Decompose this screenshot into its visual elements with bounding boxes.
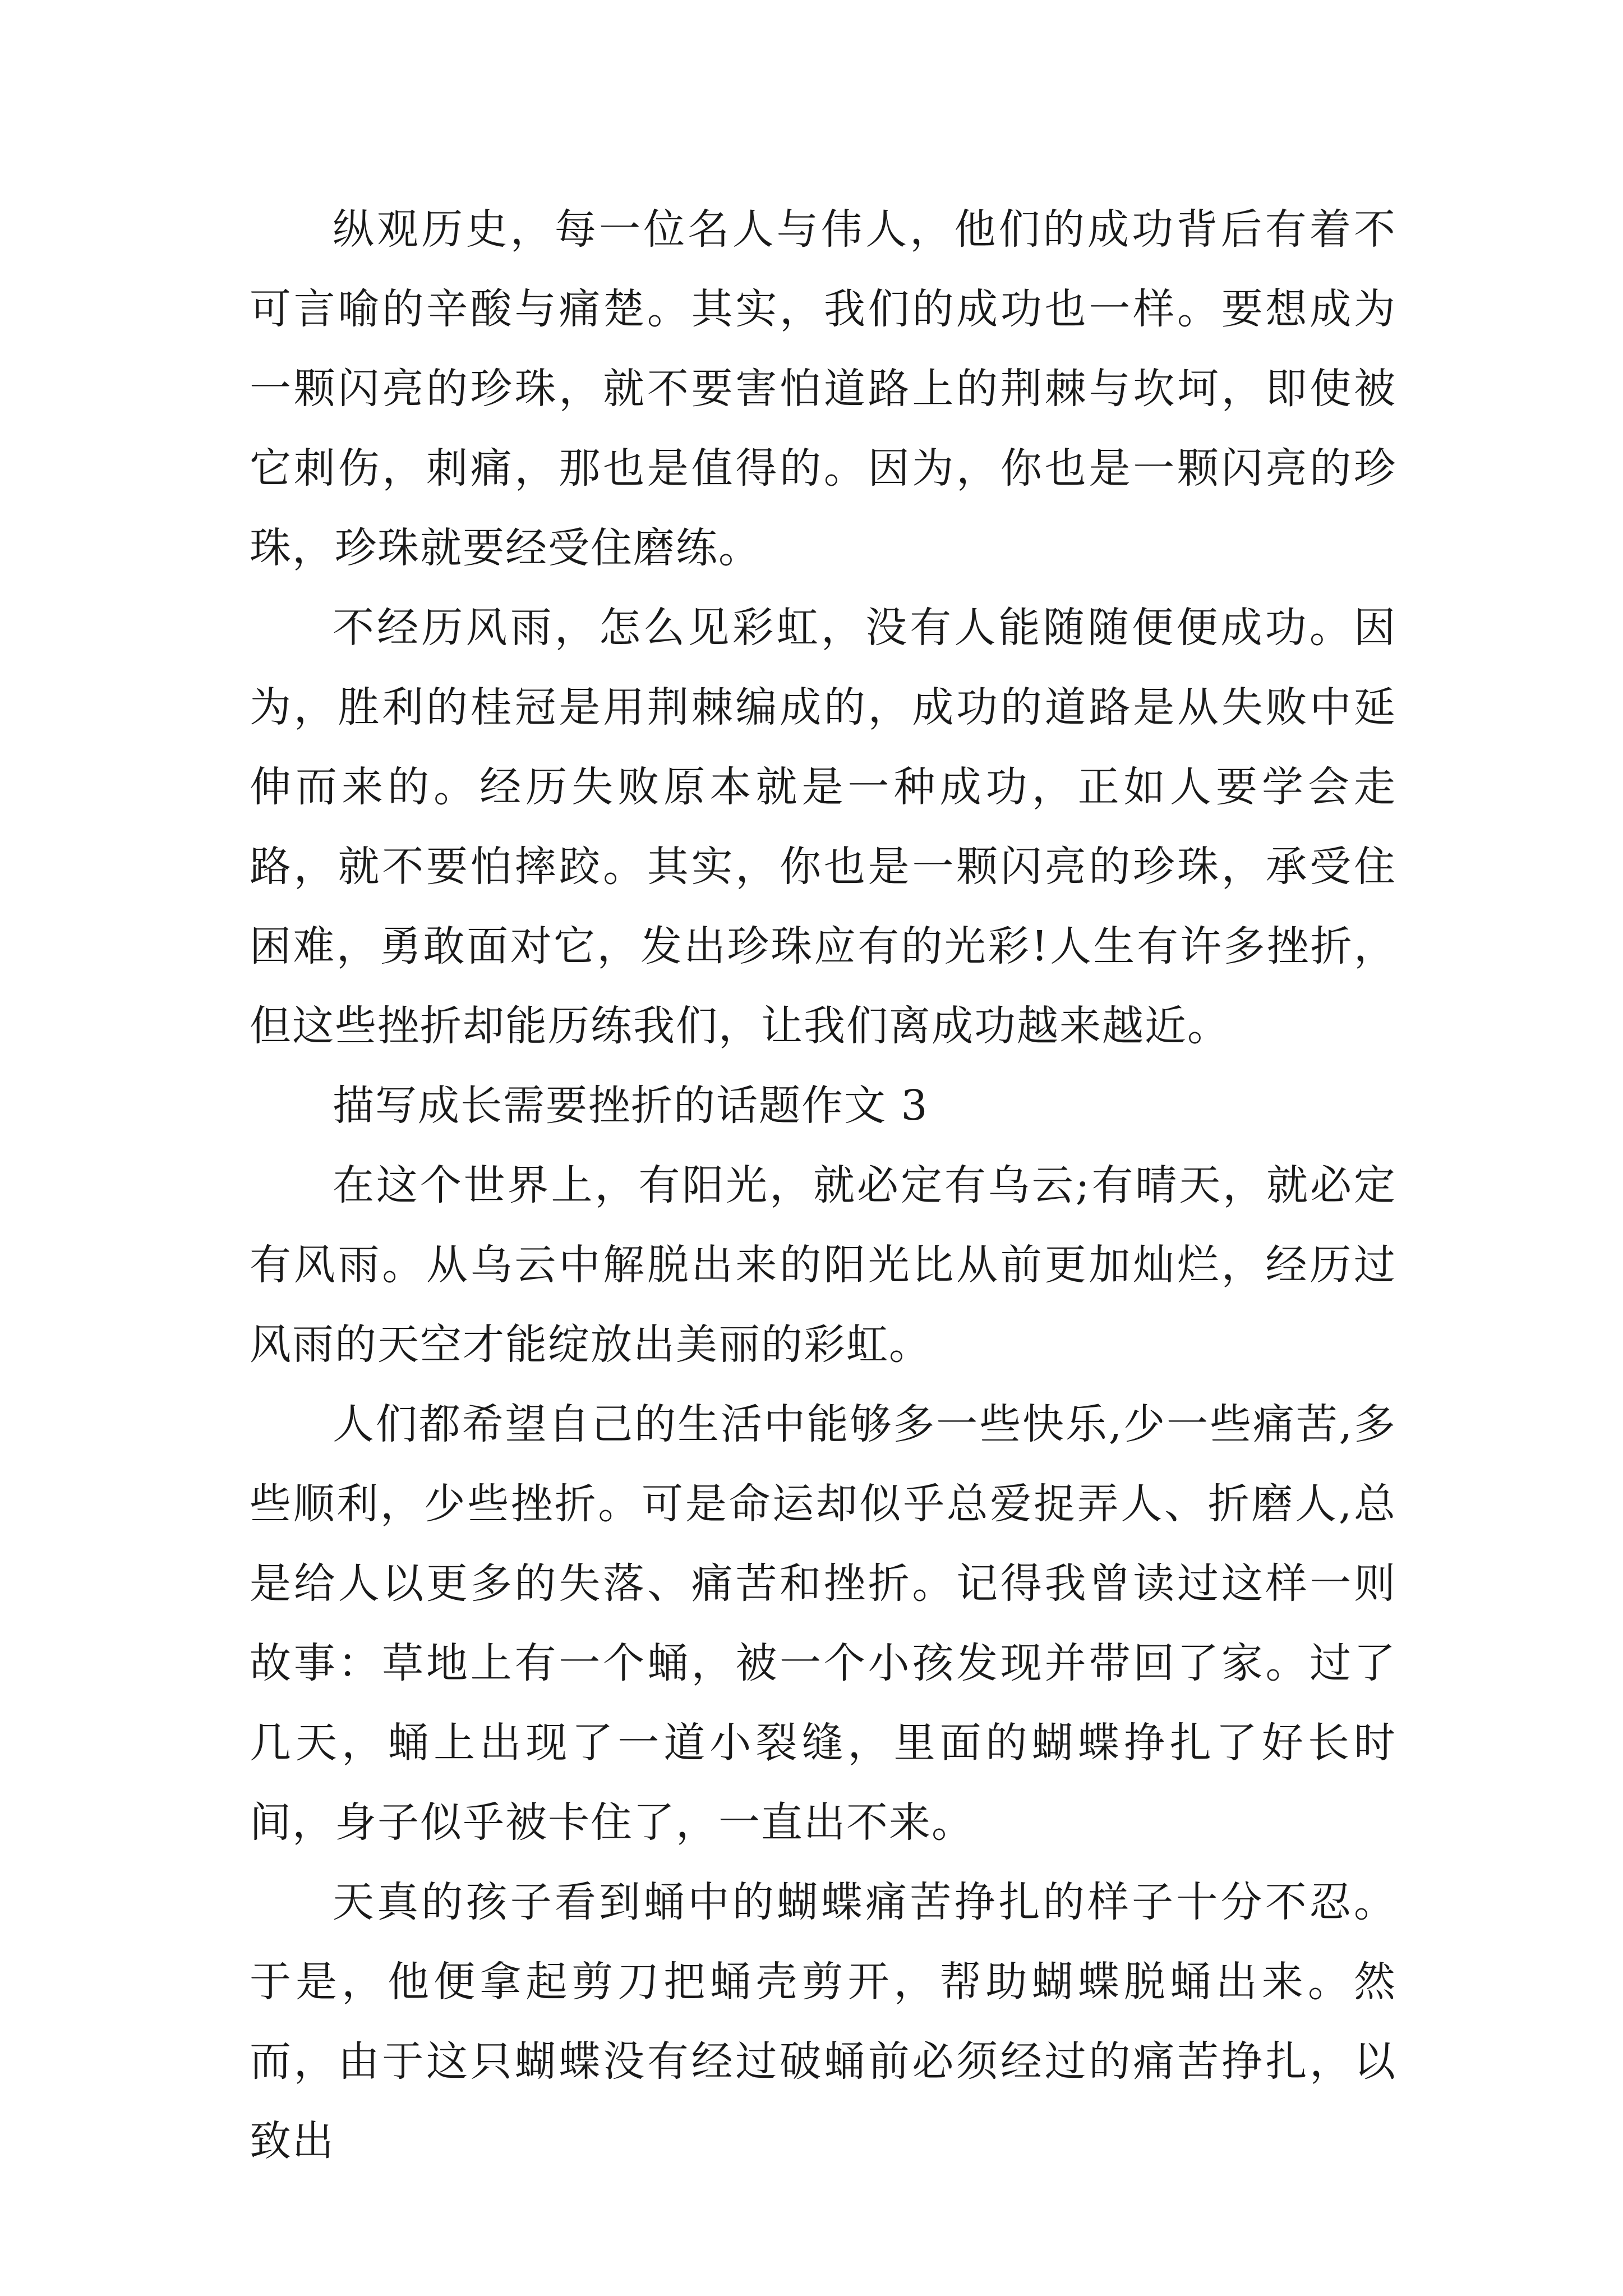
- paragraph-rainbow: 不经历风雨，怎么见彩虹，没有人能随随便便成功。因为，胜利的桂冠是用荆棘编成的，成功的道路是从失败中延伸而来的。经历失败原本就是一种成功，正如人要学会走路，就不要怕摔跤。其实，你也是一颗闪亮的珍珠，承受住困难，勇敢面对它，发出珍珠应有的光彩!人生有许多挫折，但这些挫折却能历练我们，让我们离成功越来越近。: [250, 604, 1396, 1050]
- paragraph-butterfly-story: 人们都希望自己的生活中能够多一些快乐,少一些痛苦,多些顺利，少些挫折。可是命运却似乎总爱捉弄人、折磨人,总是给人以更多的失落、痛苦和挫折。记得我曾读过这样一则故事：草地上有一个蛹，被一个小孩发现并带回了家。过了几天，蛹上出现了一道小裂缝，里面的蝴蝶挣扎了好长时间，身子似乎被卡住了，一直出不来。: [250, 1400, 1396, 1847]
- document-body: [250, 190, 1396, 2181]
- section-title: 描写成长需要挫折的话题作文 3: [333, 1082, 929, 1130]
- paragraph-sunshine-clouds: 在这个世界上，有阳光，就必定有乌云;有晴天，就必定有风雨。从乌云中解脱出来的阳光比从前更加灿烂，经历过风雨的天空才能绽放出美丽的彩虹。: [250, 1161, 1396, 1369]
- paragraph-child-scissors: 天真的孩子看到蛹中的蝴蝶痛苦挣扎的样子十分不忍。于是，他便拿起剪刀把蛹壳剪开，帮助蝴蝶脱蛹出来。然而，由于这只蝴蝶没有经过破蛹前必须经过的痛苦挣扎，以致出: [250, 1878, 1396, 2165]
- paragraph-history-success: 纵观历史，每一位名人与伟人，他们的成功背后有着不可言喻的辛酸与痛楚。其实，我们的成功也一样。要想成为一颗闪亮的珍珠，就不要害怕道路上的荆棘与坎坷，即使被它刺伤，刺痛，那也是值得的。因为，你也是一颗闪亮的珍珠，珍珠就要经受住磨练。: [250, 205, 1396, 572]
